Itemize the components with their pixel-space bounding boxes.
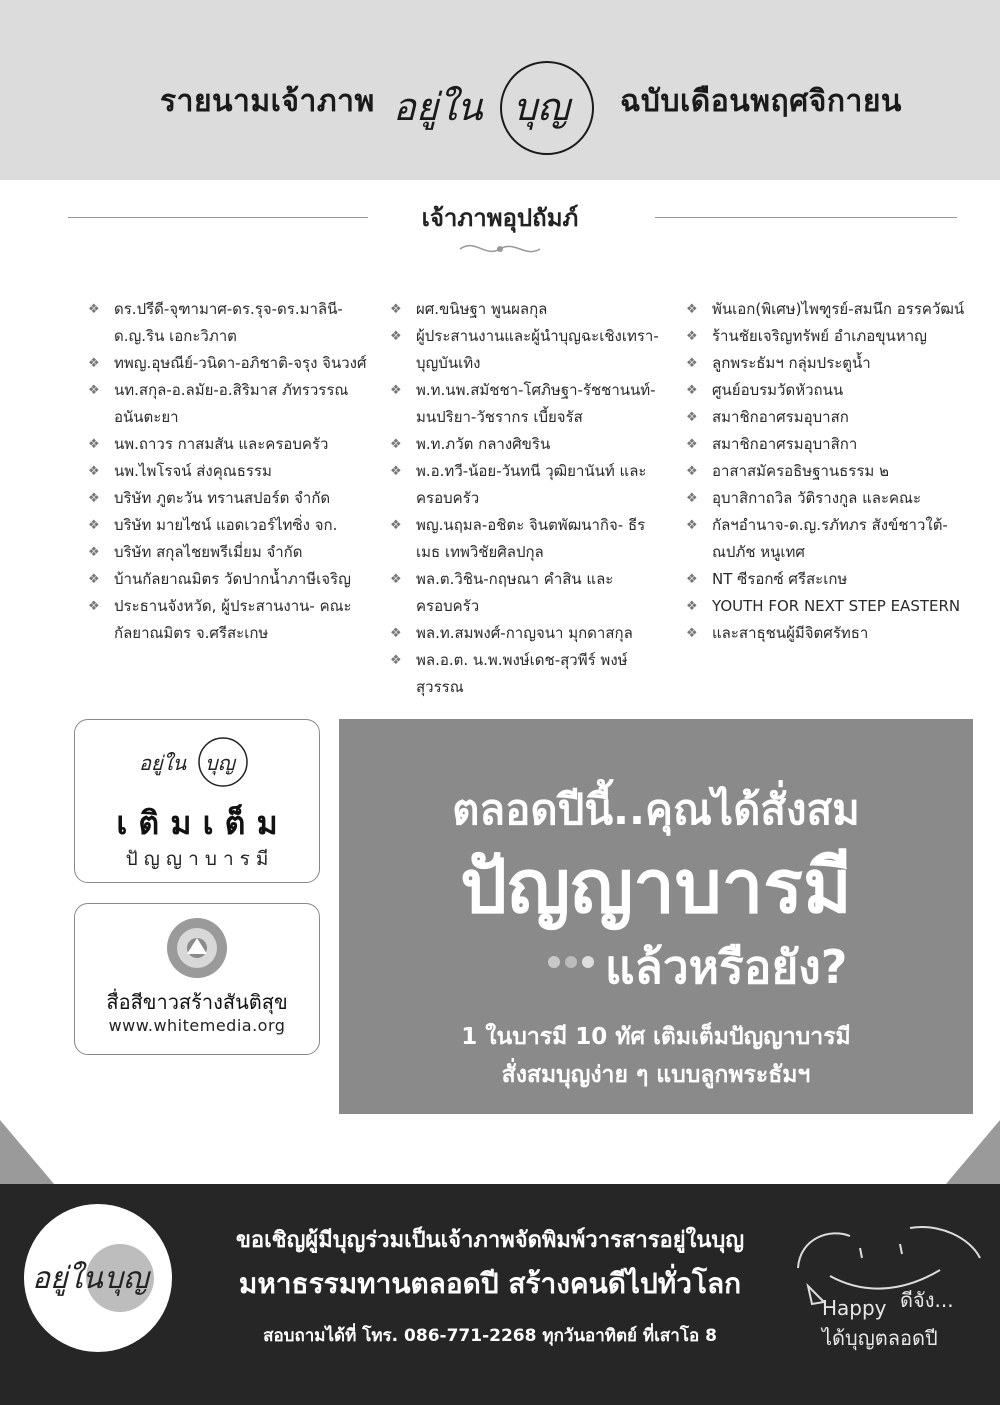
sponsor-name: บริษัท ภูตะวัน ทรานสปอร์ต จำกัด (114, 489, 331, 507)
diamond-bullet-icon: ❖ (390, 329, 402, 344)
diamond-bullet-icon: ❖ (390, 626, 402, 641)
sponsor-item (686, 404, 976, 431)
sponsor-name: พ.ท.ภวัต กลางศิขริน (416, 435, 551, 453)
sponsor-item (686, 377, 976, 404)
section-title: เจ้าภาพอุปถัมภ์ (421, 204, 579, 232)
sponsor-item (686, 566, 976, 593)
diamond-bullet-icon: ❖ (88, 545, 100, 560)
sponsor-name: NT ซีรอกซ์ ศรีสะเกษ (712, 570, 848, 588)
diamond-bullet-icon: ❖ (390, 572, 402, 587)
sponsor-name: ลูกพระธัมฯ กลุ่มประตูน้ำ (712, 354, 871, 372)
sponsor-name: ร้านชัยเจริญทรัพย์ อำเภอขุนหาญ (712, 327, 927, 345)
header-title-right: ฉบับเดือนพฤศจิกายน (620, 84, 902, 119)
whitemedia-name: สื่อสีขาวสร้างสันติสุข (106, 990, 288, 1014)
footer-contact-line: สอบถามได้ที่ โทร. 086-771-2268 ทุกวันอาทิตย์ ที่เสาโอ 8 (263, 1326, 717, 1346)
corner-triangle-left (0, 1120, 54, 1184)
banner-line-2: ปัญญาบารมี (460, 844, 852, 930)
banner-line-1: ตลอดปีนี้..คุณได้สั่งสม (452, 785, 860, 834)
diamond-bullet-icon: ❖ (686, 329, 698, 344)
sponsor-item (686, 431, 976, 458)
doodle-word-happy: Happy (822, 1296, 887, 1320)
whitemedia-url[interactable]: www.whitemedia.org (108, 1016, 286, 1035)
sponsor-name: บริษัท สกุลไชยพรีเมี่ยม จำกัด (114, 543, 303, 561)
sponsor-name: YOUTH FOR NEXT STEP EASTERN (712, 597, 961, 615)
sponsor-name: พล.ท.สมพงศ์-กาญจนา มุกดาสกุล (416, 624, 633, 642)
sponsor-item (390, 647, 660, 701)
sponsor-name: พ.ท.นพ.สมัชชา-โศภิษฐา-รัชชานนท์- มนปริยา-วัชรากร เบี้ยจรัส (416, 381, 656, 426)
svg-text:อยู่ใน: อยู่ใน (32, 1261, 103, 1296)
banner-line-3: แล้วหรือยัง? (605, 940, 848, 994)
sponsor-item (88, 512, 368, 539)
sponsor-item (390, 377, 660, 431)
box-subtitle: ปั ญ ญ า บ า ร มี (125, 848, 269, 870)
diamond-bullet-icon: ❖ (686, 518, 698, 533)
diamond-bullet-icon: ❖ (686, 302, 698, 317)
sponsor-name: นพ.ถาวร กาสมสัน และครอบครัว (114, 435, 329, 453)
sponsor-item (686, 593, 976, 620)
sponsor-item (686, 458, 976, 485)
sponsor-item (88, 350, 368, 377)
diamond-bullet-icon: ❖ (390, 653, 402, 668)
diamond-bullet-icon: ❖ (88, 599, 100, 614)
banner-line-4: 1 ในบารมี 10 ทัศ เติมเต็มปัญญาบารมี (461, 1024, 851, 1050)
sponsor-name: อุบาสิกาถวิล วัติรางกูล และคณะ (712, 489, 922, 507)
sponsor-item (686, 620, 976, 647)
svg-text:อยู่ใน: อยู่ใน (139, 751, 187, 775)
svg-text:บุญ: บุญ (205, 751, 235, 775)
diamond-bullet-icon: ❖ (686, 410, 698, 425)
sponsor-name: กัลฯอำนาจ-ด.ญ.รภัทภร สังข์ชาวใต้- ณปภัช หนูเทศ (712, 516, 948, 561)
sponsor-name: พญ.นฤมล-อชิตะ จินตพัฒนากิจ- ธีรเมธ เทพวิชัยศิลปกุล (416, 516, 646, 561)
ellipsis-dots-icon (547, 955, 597, 969)
sponsor-item (88, 539, 368, 566)
footer-logo-circle (24, 1204, 172, 1352)
corner-triangle-right (946, 1120, 1000, 1184)
diamond-bullet-icon: ❖ (88, 491, 100, 506)
sponsor-name: และสาธุชนผู้มีจิตศรัทธา (712, 624, 869, 642)
box-title: เ ติ ม เ ต็ ม (116, 804, 278, 842)
sponsor-column-1 (88, 296, 368, 647)
sponsor-name: บริษัท มายไซน์ แอดเวอร์ไทซิ่ง จก. (114, 516, 338, 534)
magazine-logo-text-left: อยู่ใน (393, 85, 483, 129)
temtem-panyabaramee-box (74, 719, 320, 883)
promo-banner (339, 719, 973, 1114)
sponsor-name: พ.อ.ทวี-น้อย-วันทนี วุฒิยานันท์ และครอบครัว (416, 462, 647, 507)
sponsor-column-2 (390, 296, 660, 701)
sponsor-item (686, 296, 976, 323)
sponsor-item (686, 485, 976, 512)
diamond-bullet-icon: ❖ (686, 572, 698, 587)
doodle-word-merit: ได้บุญตลอดปี (822, 1326, 938, 1350)
diamond-bullet-icon: ❖ (390, 518, 402, 533)
sponsor-item (88, 485, 368, 512)
footer-invite-line: ขอเชิญผู้มีบุญร่วมเป็นเจ้าภาพจัดพิมพ์วารสารอยู่ในบุญ (235, 1228, 745, 1253)
magazine-logo (385, 58, 610, 158)
diamond-bullet-icon: ❖ (686, 437, 698, 452)
banner-line-5: สั่งสมบุญง่าย ๆ แบบลูกพระธัมฯ (501, 1062, 811, 1088)
whitemedia-box (74, 903, 320, 1055)
sponsor-name: ทพญ.อุษณีย์-วนิดา-อภิชาติ-จรุง จินวงศ์ (114, 354, 367, 372)
diamond-bullet-icon: ❖ (88, 572, 100, 587)
sponsor-name: นท.สกุล-อ.ลมัย-อ.สิริมาส ภัทรวรรณ อนันตะยา (114, 381, 349, 426)
diamond-bullet-icon: ❖ (390, 464, 402, 479)
diamond-bullet-icon: ❖ (686, 626, 698, 641)
header-title-left: รายนามเจ้าภาพ (160, 84, 375, 119)
sponsor-name: ดร.ปรีดี-จุฑามาศ-ดร.รุจ-ดร.มาลินี-ด.ญ.ริน เอกะวิภาต (114, 300, 343, 345)
sponsor-name: ผู้ประสานงานและผู้นำบุญฉะเชิงเทรา- บุญบันเทิง (416, 327, 659, 372)
sponsor-name: ศูนย์อบรมวัดหัวถนน (712, 381, 844, 399)
sponsor-name: สมาชิกอาศรมอุบาสิกา (712, 435, 858, 453)
sponsor-item (390, 566, 660, 620)
sponsor-name: พันเอก(พิเศษ)ไพฑูรย์-สมนึก อรรควัฒน์ (712, 300, 965, 318)
sponsor-name: นพ.ไพโรจน์ ส่งคุณธรรม (114, 462, 272, 480)
doodle-word-deejang: ดีจัง... (900, 1288, 954, 1312)
diamond-bullet-icon: ❖ (390, 302, 402, 317)
diamond-bullet-icon: ❖ (686, 383, 698, 398)
footer-logo (24, 1204, 172, 1352)
sponsor-item (390, 431, 660, 458)
diamond-bullet-icon: ❖ (88, 302, 100, 317)
diamond-bullet-icon: ❖ (88, 437, 100, 452)
sponsor-item (390, 620, 660, 647)
sponsor-item (88, 431, 368, 458)
diamond-bullet-icon: ❖ (686, 491, 698, 506)
sponsor-name: ผศ.ขนิษฐา พูนผลกุล (416, 300, 548, 318)
diamond-bullet-icon: ❖ (88, 464, 100, 479)
sponsor-name: พล.อ.ต. น.พ.พงษ์เดช-สุวพีร์ พงษ์สุวรรณ (416, 651, 628, 696)
diamond-bullet-icon: ❖ (88, 356, 100, 371)
sponsor-item (390, 512, 660, 566)
diamond-bullet-icon: ❖ (686, 599, 698, 614)
svg-text:บุญ: บุญ (104, 1261, 149, 1296)
flourish-ornament-icon (455, 238, 545, 260)
sponsor-item (686, 512, 976, 566)
whitemedia-seal-icon (165, 916, 229, 980)
diamond-bullet-icon: ❖ (88, 518, 100, 533)
sponsor-item (88, 566, 368, 593)
sponsor-item (390, 296, 660, 323)
sponsor-item (88, 377, 368, 431)
sponsor-name: พล.ต.วิชิน-กฤษณา คำสิน และครอบครัว (416, 570, 614, 615)
happy-doodle (790, 1218, 990, 1368)
sponsor-item (88, 458, 368, 485)
smiley-doodle-icon (790, 1218, 990, 1308)
sponsor-name: อาสาสมัครอธิษฐานธรรม ๒ (712, 462, 889, 480)
sponsor-item (88, 296, 368, 350)
diamond-bullet-icon: ❖ (686, 464, 698, 479)
footer-slogan-line: มหาธรรมทานตลอดปี สร้างคนดีไปทั่วโลก (238, 1267, 742, 1300)
sponsor-name: สมาชิกอาศรมอุบาสก (712, 408, 849, 426)
sponsor-column-3 (686, 296, 976, 647)
sponsor-item (88, 593, 368, 647)
sponsor-item (686, 350, 976, 377)
sponsor-item (686, 323, 976, 350)
diamond-bullet-icon: ❖ (390, 437, 402, 452)
diamond-bullet-icon: ❖ (390, 383, 402, 398)
magazine-logo-text-right: บุญ (513, 85, 570, 129)
sponsor-name: ประธานจังหวัด, ผู้ประสานงาน- คณะกัลยาณมิตร จ.ศรีสะเกษ (114, 597, 352, 642)
diamond-bullet-icon: ❖ (88, 383, 100, 398)
sponsor-name: บ้านกัลยาณมิตร วัดปากน้ำภาษีเจริญ (114, 570, 351, 588)
sponsor-item (390, 323, 660, 377)
sponsor-item (390, 458, 660, 512)
box-logo (135, 734, 255, 790)
diamond-bullet-icon: ❖ (686, 356, 698, 371)
